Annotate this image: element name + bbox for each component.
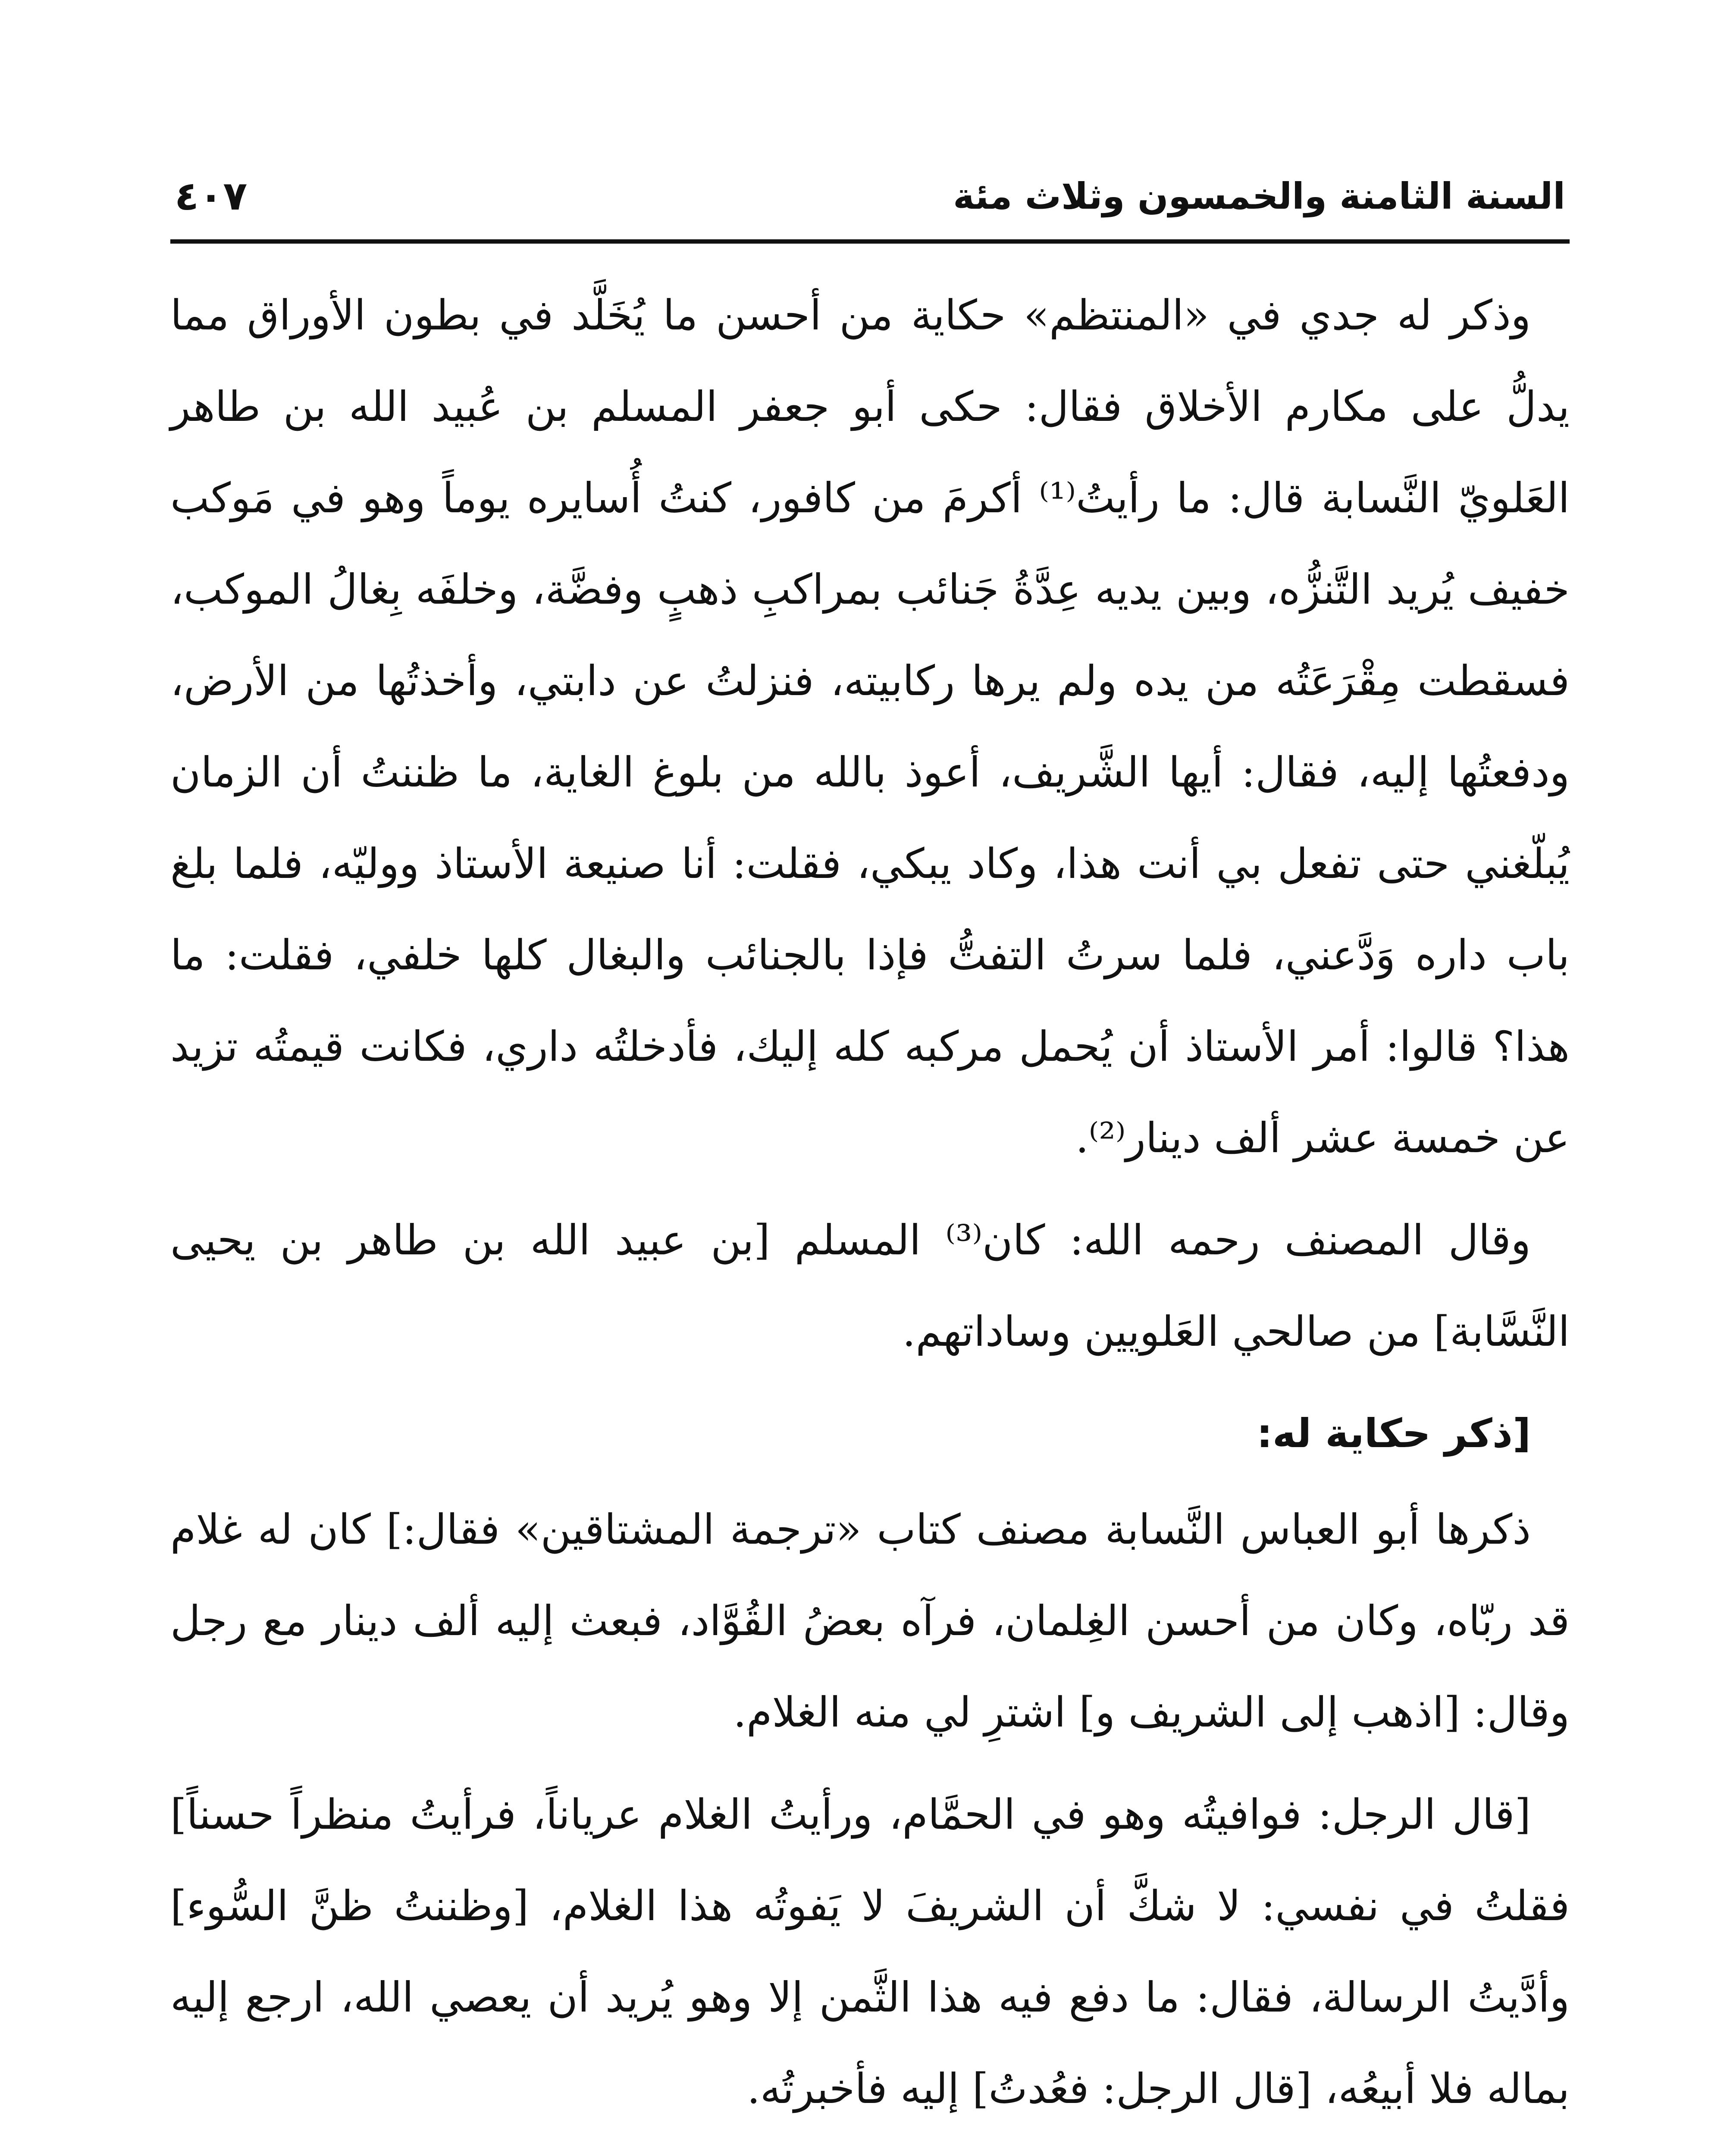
paragraph-2: وقال المصنف رحمه الله: كان⁽³⁾ المسلم [بن عبيد الله بن طاهر بن يحيى النَّسَّابة] من صالحي العَلويين وساداتهم. <box>170 1216 1570 1356</box>
paragraph-3: ذكرها أبو العباس النَّسابة مصنف كتاب «ترجمة المشتاقين» فقال:] كان له غلام قد ربّاه، وكان من أحسن الغِلمان، فرآه بعضُ القُوَّاد، فبعث إليه ألف دينار مع رجل وقال: [اذهب إلى الشريف و] اشترِ لي منه الغلام. <box>170 1505 1570 1736</box>
main-text <box>170 270 1570 2145</box>
section-heading: [ذكر حكاية له: <box>1257 1410 1531 1457</box>
page-number: ٤٠٧ <box>175 173 248 219</box>
paragraph-4: [قال الرجل: فوافيتُه وهو في الحمَّام، ورأيتُ الغلام عرياناً، فرأيتُ منظراً حسناً] فقلتُ في نفسي: لا شكَّ أن الشريفَ لا يَفوتُه هذا الغلام، [وظننتُ ظنَّ السُّوء] وأدَّيتُ الرسالة، فقال: ما دفع فيه هذا الثَّمن إلا وهو يُريد أن يعصي الله، ارجع إليه بماله فلا أبيعُه، [قال الرجل: فعُدتُ] إليه فأخبرتُه. <box>170 1790 1570 2113</box>
header-rule <box>170 239 1570 244</box>
page-header <box>175 170 1565 235</box>
paragraph-1: وذكر له جدي في «المنتظم» حكاية من أحسن ما يُخَلَّد في بطون الأوراق مما يدلُّ على مكارم الأخلاق فقال: حكى أبو جعفر المسلم بن عُبيد الله بن طاهر العَلويّ النَّسابة قال: ما رأيتُ⁽¹⁾ أكرمَ من كافور، كنتُ أُسايره يوماً وهو في مَوكب خفيف يُريد التَّنزُّه، وبين يديه عِدَّةُ جَنائب بمراكبِ ذهبٍ وفضَّة، وخلفَه بِغالُ الموكب، فسقطت مِقْرَعَتُه من يده ولم يرها ركابيته، فنزلتُ عن دابتي، وأخذتُها من الأرض، ودفعتُها إليه، فقال: أيها الشَّريف، أعوذ بالله من بلوغ الغاية، ما ظننتُ أن الزمان يُبلّغني حتى تفعل بي أنت هذا، وكاد يبكي، فقلت: أنا صنيعة الأستاذ ووليّه، فلما بلغ باب داره وَدَّعني، فلما سرتُ التفتُّ فإذا بالجنائب والبغال كلها خلفي، فقلت: ما هذا؟ قالوا: أمر الأستاذ أن يُحمل مركبه كله إليك، فأدخلتُه داري، فكانت قيمتُه تزيد عن خمسة عشر ألف دينار⁽²⁾. <box>170 291 1570 1162</box>
running-title: السنة الثامنة والخمسون وثلاث مئة <box>953 175 1565 217</box>
